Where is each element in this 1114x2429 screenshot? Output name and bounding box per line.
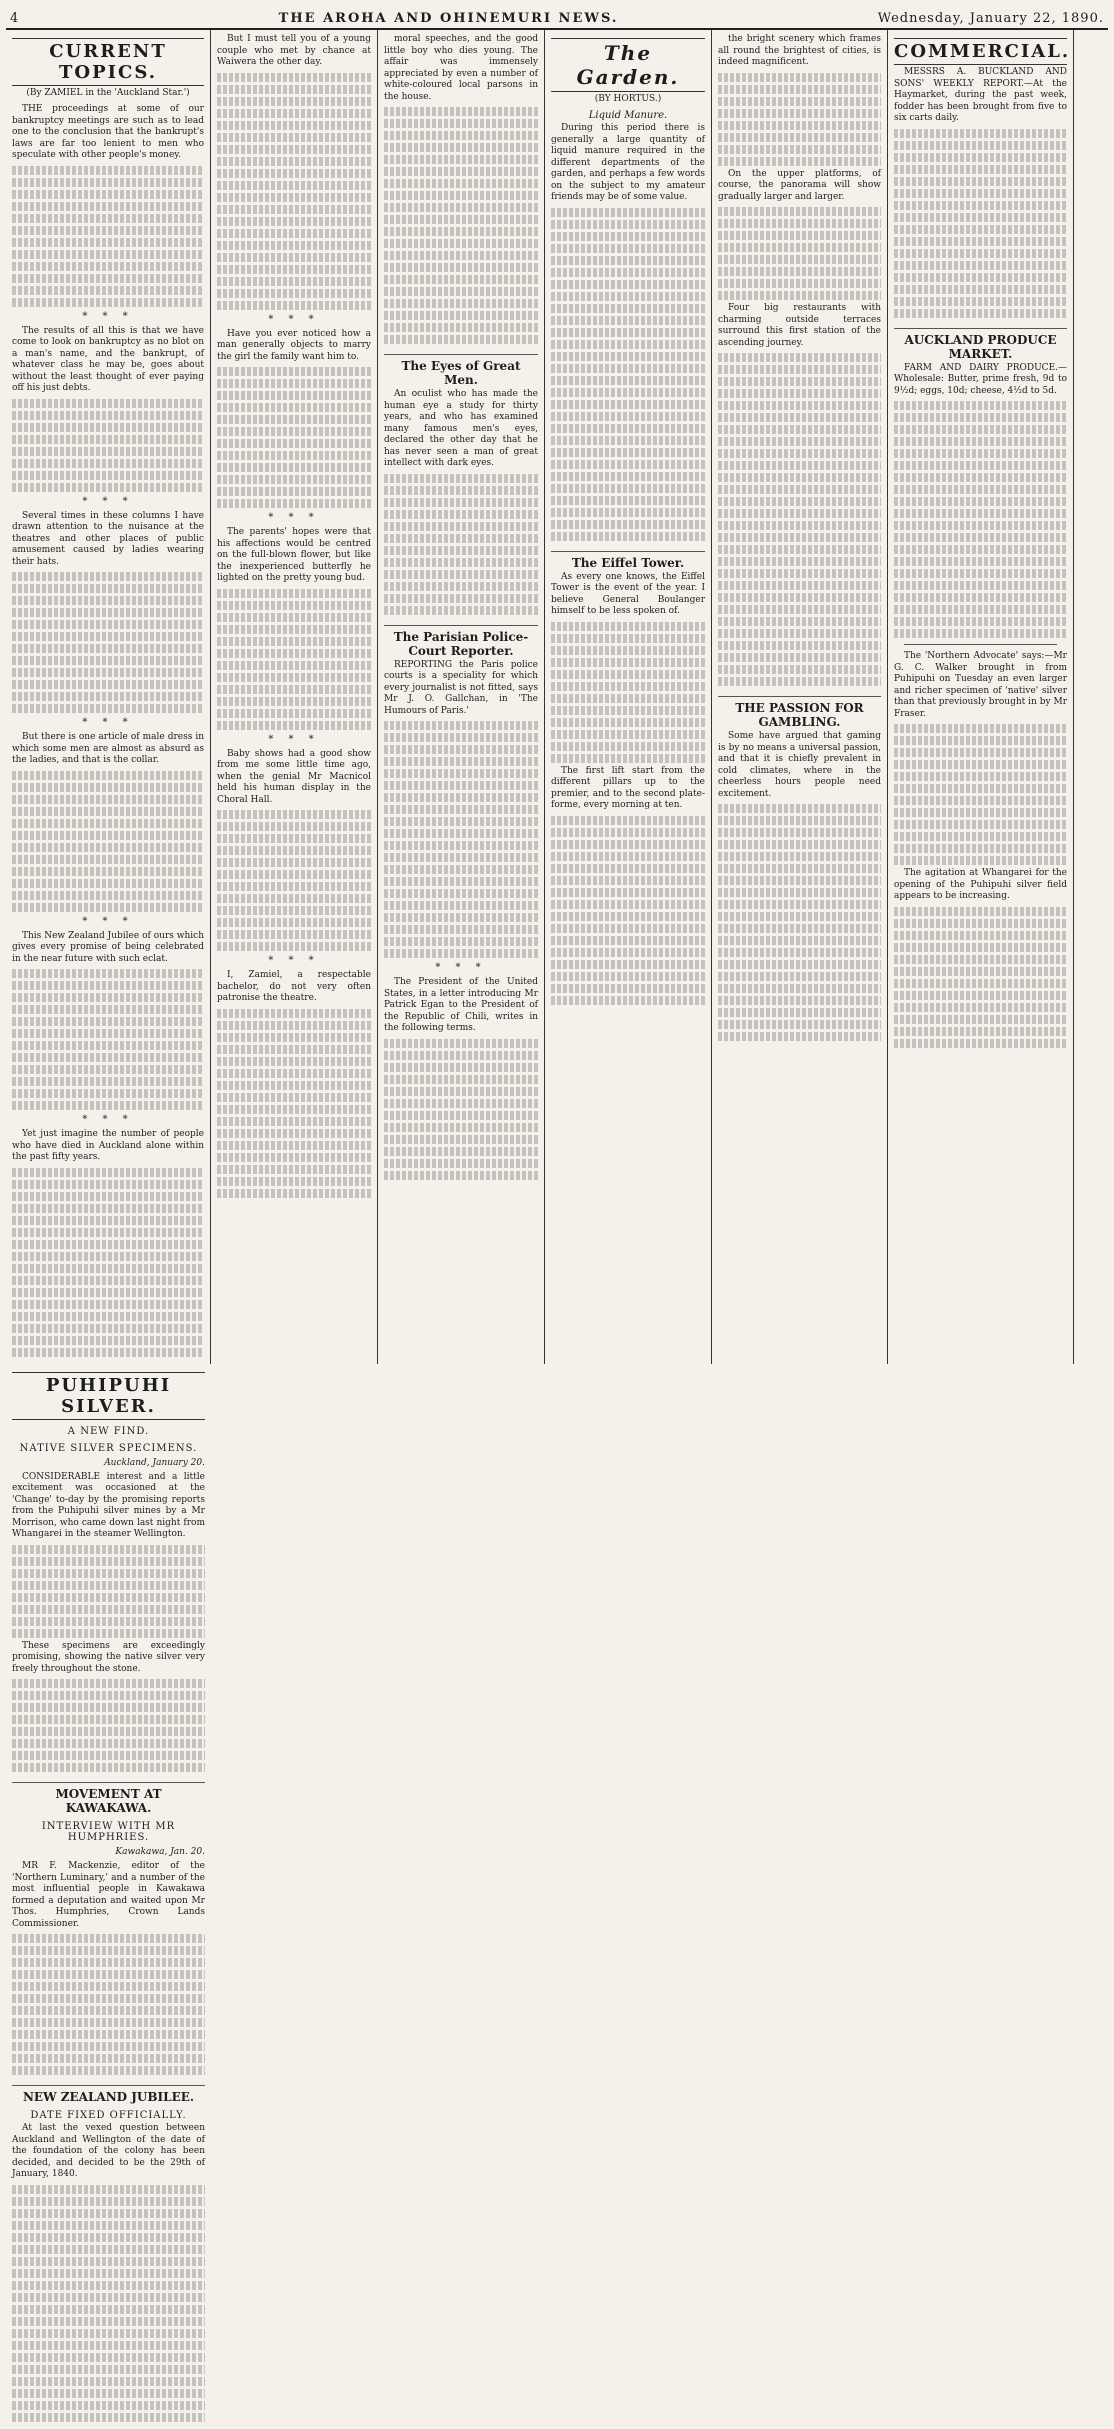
- article-paragraph: CONSIDERABLE interest and a little excitement was occasioned at the 'Change' to-day by the promising reports from the Puhipuhi silver mines by a Mr Morrison, who came down last night from Whangarei in the steamer Wellington.: [12, 1471, 205, 1539]
- jubilee-heading: NEW ZEALAND JUBILEE.: [12, 2085, 205, 2104]
- column-commercial: [888, 30, 1074, 1364]
- article-paragraph: As every one knows, the Eiffel Tower is the event of the year. I believe General Boulanger himself to be less spoken of.: [551, 571, 705, 616]
- passion-gambling-heading: THE PASSION FOR GAMBLING.: [718, 696, 881, 729]
- article-paragraph: The 'Northern Advocate' says:—Mr G. C. Walker brought in from Puhipuhi on Tuesday an even larger and richer specimen of 'native' silver than that previously brought in by Mr Fraser.: [894, 651, 1067, 719]
- article-paragraph: An oculist who has made the human eye a study for thirty years, and who has examined many famous men's eyes, declared the other day that he has never seen a man of great intellect with dark eyes.: [384, 389, 538, 468]
- article-paragraph: The results of all this is that we have come to look on bankruptcy as no blot on a man's name, and the bankrupt, of whatever class he may be, goes about without the least thought of ever paying off his just debts.: [12, 325, 204, 393]
- native-silver-subheading: NATIVE SILVER SPECIMENS.: [19, 1442, 198, 1454]
- dateline-kawakawa: Kawakawa, Jan. 20.: [115, 1847, 205, 1857]
- eiffel-tower-heading: The Eiffel Tower.: [551, 551, 705, 570]
- article-paragraph: I, Zamiel, a respectable bachelor, do not very often patronise the theatre.: [217, 970, 371, 1003]
- new-find-subheading: A NEW FIND.: [67, 1425, 150, 1437]
- liquid-manure-subheading: Liquid Manure.: [588, 110, 668, 121]
- parisian-police-heading: The Parisian Police-Court Reporter.: [384, 625, 538, 658]
- article-paragraph: But there is one article of male dress in which some men are almost as absurd as the ladies, and that is the collar.: [12, 732, 204, 765]
- garden-byline: (BY HORTUS.): [594, 94, 662, 104]
- article-paragraph: At last the vexed question between Auckland and Wellington of the date of the foundation of the colony has been decided, and decided to be the 29th of January, 1840.: [12, 2123, 205, 2179]
- puhipuhi-title: PUHIPUHI SILVER.: [12, 1372, 205, 1420]
- article-paragraph: moral speeches, and the good little boy who dies young. The affair was immensely appreciated by even a number of white-coloured local parsons in the house.: [384, 34, 538, 102]
- article-paragraph: Baby shows had a good show from me some little time ago, when the genial Mr Macnicol held his human display in the Choral Hall.: [217, 748, 371, 805]
- page-number: 4: [10, 11, 20, 26]
- article-paragraph: the bright scenery which frames all round the brightest of cities, is indeed magnificent.: [718, 34, 881, 67]
- article-paragraph: The first lift start from the different pillars up to the premier, and to the second plate-forme, every morning at ten.: [551, 765, 705, 810]
- columns: [6, 30, 1108, 2179]
- commercial-title: COMMERCIAL.: [894, 38, 1067, 65]
- column-puhipuhi: [6, 1364, 211, 2429]
- article-paragraph: Four big restaurants with charming outside terraces surround this first station of the ascending journey.: [718, 303, 881, 348]
- column-current-topics: CURRENT TOPICS. (By ZAMIEL in the 'Auckland Star.') THE proceedings at some of our bankruptcy meetings are such as to lead one to the conclusion that the bankrupt's laws are far too lenient to men who speculate with other people's money. * * * The results of all this is that we have come to look on bankruptcy as no blot on a man's name, and the bankrupt, of whatever class he may be, goes about without the least thought of ever paying off his just debts. * * * Several times in these columns I have drawn attention to the nuisance at the theatres and other places of public amusement caused by ladies wearing their hats. * * * But there is one article of male dress in which some men are almost as absurd as the ladies, and that is the collar. * * * This New Zealand Jubilee of ours which gives every promise of being celebrated in the near future with such eclat. * * * Yet just imagine the number of people who have died in Auckland alone within the past fifty years.: [6, 30, 211, 1364]
- kawakawa-heading: MOVEMENT AT KAWAKAWA.: [12, 1782, 205, 1815]
- article-paragraph: The President of the United States, in a letter introducing Mr Patrick Egan to the President of the Republic of Chili, writes in the following terms.: [384, 977, 538, 1033]
- article-paragraph: MR F. Mackenzie, editor of the 'Northern Luminary,' and a number of the most influential people in Kawakawa formed a deputation and waited upon Mr Thos. Humphries, Crown Lands Commissioner.: [12, 1861, 205, 1929]
- article-paragraph: The agitation at Whangarei for the opening of the Puhipuhi silver field appears to be increasing.: [894, 868, 1067, 901]
- date-fixed-subheading: DATE FIXED OFFICIALLY.: [30, 2110, 187, 2121]
- article-paragraph: Some have argued that gaming is by no means a universal passion, and that it is chiefly prevalent in cold climates, where in the cheerless hours people need excitement.: [718, 731, 881, 799]
- article-paragraph: On the upper platforms, of course, the panorama will show gradually larger and larger.: [718, 168, 881, 202]
- column-garden: [545, 30, 712, 1364]
- article-paragraph: REPORTING the Paris police courts is a speciality for which every journalist is not fitted, says Mr J. O. Gallchan, in 'The Humours of Paris.': [384, 659, 538, 716]
- article-paragraph: THE proceedings at some of our bankruptcy meetings are such as to lead one to the conclusion that the bankrupt's laws are far too lenient to men who speculate with other people's money.: [12, 104, 204, 160]
- produce-market-heading: AUCKLAND PRODUCE MARKET.: [894, 328, 1067, 361]
- garden-title: The Garden.: [551, 38, 705, 92]
- article-paragraph: These specimens are exceedingly promising, showing the native silver very freely throughout the stone.: [12, 1640, 205, 1674]
- article-paragraph: Have you ever noticed how a man generally objects to marry the girl the family want him to.: [217, 328, 371, 362]
- article-paragraph: During this period there is generally a large quantity of liquid manure required in the different departments of the garden, and perhaps a few words on the subject to my amateur friends may be of some value.: [551, 123, 705, 202]
- masthead: [6, 4, 1108, 30]
- article-paragraph: This New Zealand Jubilee of ours which gives every promise of being celebrated in the near future with such eclat.: [12, 930, 204, 964]
- article-paragraph: MESSRS A. BUCKLAND AND SONS' WEEKLY REPORT.—At the Haymarket, during the past week, fodder has been brought from five to six carts daily.: [894, 67, 1067, 123]
- column-2: But I must tell you of a young couple who met by chance at Waiwera the other day. * * * Have you ever noticed how a man generally objects to marry the girl the family want him to. * * * The parents' hopes were that his affections would be centred on the full-blown flower, but like the inexperienced butterfly he lighted on the pretty young bud. * * * Baby shows had a good show from me some little time ago, when the genial Mr Macnicol held his human display in the Choral Hall. * * * I, Zamiel, a respectable bachelor, do not very often patronise the theatre.: [211, 30, 378, 1364]
- article-paragraph: FARM AND DAIRY PRODUCE.—Wholesale: Butter, prime fresh, 9d to 9½d; eggs, 10d; cheese, 4½d to 5d.: [894, 362, 1067, 396]
- column-5: [712, 30, 888, 1364]
- newspaper-title: THE AROHA AND OHINEMURI NEWS.: [278, 11, 619, 26]
- current-topics-title: CURRENT TOPICS.: [12, 38, 204, 86]
- article-paragraph: The parents' hopes were that his affections would be centred on the full-blown flower, but like the inexperienced butterfly he lighted on the pretty young bud.: [217, 527, 371, 583]
- article-paragraph: Yet just imagine the number of people who have died in Auckland alone within the past fifty years.: [12, 1129, 204, 1162]
- current-topics-byline: (By ZAMIEL in the 'Auckland Star.'): [26, 88, 190, 98]
- interview-subheading: INTERVIEW WITH MR HUMPHRIES.: [41, 1821, 176, 1843]
- article-paragraph: Several times in these columns I have drawn attention to the nuisance at the theatres and other places of public amusement caused by ladies wearing their hats.: [12, 510, 204, 567]
- eyes-great-men-heading: The Eyes of Great Men.: [384, 354, 538, 387]
- column-3: moral speeches, and the good little boy who dies young. The affair was immensely appreciated by even a number of white-coloured local parsons in the house. The Eyes of Great Men. An oculist who has made the human eye a study for thirty years, and who has examined many famous men's eyes, declared the other day that he has never seen a man of great intellect with dark eyes. The Parisian Police-Court Reporter. REPORTING the Paris police courts is a speciality for which every journalist is not fitted, says Mr J. O. Gallchan, in 'The Humours of Paris.' * * * The President of the United States, in a letter introducing Mr Patrick Egan to the President of the Republic of Chili, writes in the following terms.: [378, 30, 545, 1364]
- article-paragraph: But I must tell you of a young couple who met by chance at Waiwera the other day.: [217, 34, 371, 67]
- dateline-auckland: Auckland, January 20.: [104, 1457, 205, 1468]
- issue-date: Wednesday, January 22, 1890.: [877, 11, 1104, 26]
